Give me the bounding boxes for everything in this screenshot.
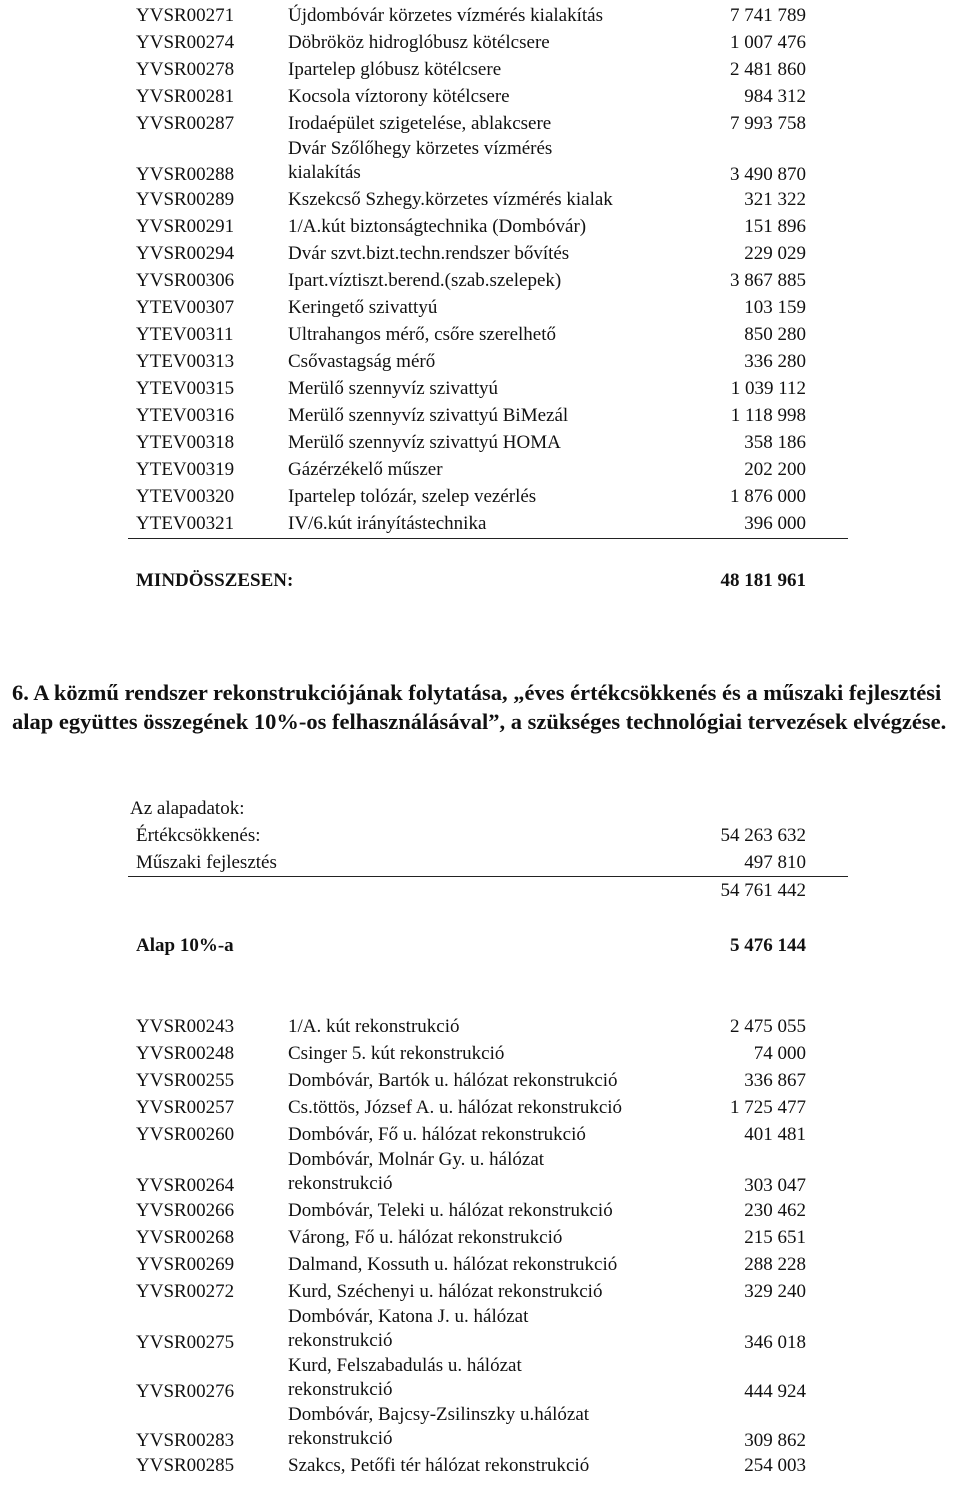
table-row (0, 1067, 960, 1094)
basis-value: 54 263 632 (720, 825, 806, 846)
item-amount: 254 003 (744, 1455, 806, 1476)
table-row (0, 186, 960, 213)
table-row (0, 2, 960, 29)
item-amount: 1 007 476 (730, 32, 806, 53)
item-amount: 3 867 885 (730, 270, 806, 291)
table-row (0, 1013, 960, 1040)
table-row (0, 1094, 960, 1121)
table-row (0, 1354, 960, 1403)
item-amount: 3 490 870 (730, 164, 806, 185)
item-code: YVSR00285 (136, 1455, 235, 1476)
item-amount: 7 741 789 (730, 5, 806, 26)
item-amount: 401 481 (744, 1124, 806, 1145)
table-row (0, 429, 960, 456)
item-code: YVSR00266 (136, 1200, 235, 1221)
table-row (0, 56, 960, 83)
item-description: Merülő szennyvíz szivattyú HOMA (288, 432, 561, 453)
item-code: YTEV00321 (136, 513, 235, 534)
item-amount: 346 018 (744, 1332, 806, 1353)
item-amount: 1 725 477 (730, 1097, 806, 1118)
item-description: Dombóvár, Bartók u. hálózat rekonstrukció (288, 1070, 618, 1091)
item-code: YVSR00272 (136, 1281, 235, 1302)
item-amount: 288 228 (744, 1254, 806, 1275)
item-code: YVSR00260 (136, 1124, 235, 1145)
item-description: Dvár szvt.bizt.techn.rendszer bővítés (288, 243, 570, 264)
item-amount: 850 280 (744, 324, 806, 345)
item-code: YVSR00248 (136, 1043, 235, 1064)
item-description: Dombóvár, Katona J. u. hálózat rekonstrukció (288, 1306, 529, 1351)
item-code: YTEV00319 (136, 459, 235, 480)
investment-table-2 (0, 1013, 960, 1479)
table-row (0, 213, 960, 240)
item-code: YVSR00257 (136, 1097, 235, 1118)
item-amount: 336 280 (744, 351, 806, 372)
item-amount: 336 867 (744, 1070, 806, 1091)
table-row (0, 321, 960, 348)
item-description: IV/6.kút irányítástechnika (288, 513, 487, 534)
grand-total-label: MINDÖSSZESEN: (136, 570, 294, 591)
item-code: YTEV00307 (136, 297, 235, 318)
item-description: Ipartelep tolózár, szelep vezérlés (288, 486, 537, 507)
item-amount: 358 186 (744, 432, 806, 453)
table-row (0, 83, 960, 110)
table-row (0, 1305, 960, 1354)
item-description: 1/A. kút rekonstrukció (288, 1016, 460, 1037)
item-description: Várong, Fő u. hálózat rekonstrukció (288, 1227, 563, 1248)
table-row (0, 240, 960, 267)
table-row (0, 110, 960, 137)
item-code: YVSR00243 (136, 1016, 235, 1037)
basis-title: Az alapadatok: (130, 798, 245, 819)
item-amount: 229 029 (744, 243, 806, 264)
item-description: Dalmand, Kossuth u. hálózat rekonstrukció (288, 1254, 618, 1275)
item-amount: 1 118 998 (730, 405, 806, 426)
item-code: YTEV00316 (136, 405, 235, 426)
item-description: Ultrahangos mérő, csőre szerelhető (288, 324, 557, 345)
item-description: Ipart.víztiszt.berend.(szab.szelepek) (288, 270, 562, 291)
fund-10-percent-label: Alap 10%-a (136, 935, 234, 956)
item-amount: 215 651 (744, 1227, 806, 1248)
item-amount: 1 039 112 (730, 378, 806, 399)
item-description: Gázérzékelő műszer (288, 459, 443, 480)
item-amount: 202 200 (744, 459, 806, 480)
item-description: Keringető szivattyú (288, 297, 438, 318)
item-description: Kszekcső Szhegy.körzetes vízmérés kialak (288, 189, 613, 210)
item-code: YVSR00283 (136, 1430, 235, 1451)
item-description: 1/A.kút biztonságtechnika (Dombóvár) (288, 216, 587, 237)
item-amount: 151 896 (744, 216, 806, 237)
table-row (0, 1452, 960, 1479)
item-amount: 329 240 (744, 1281, 806, 1302)
item-description: Dombóvár, Bajcsy-Zsilinszky u.hálózat rekonstrukció (288, 1404, 590, 1449)
table-row (0, 348, 960, 375)
item-description: Csinger 5. kút rekonstrukció (288, 1043, 505, 1064)
basis-sum: 54 761 442 (720, 880, 806, 901)
item-description: Kocsola víztorony kötélcsere (288, 86, 510, 107)
basis-value: 497 810 (744, 852, 806, 873)
item-description: Dombóvár, Fő u. hálózat rekonstrukció (288, 1124, 586, 1145)
item-description: Ipartelep glóbusz kötélcsere (288, 59, 502, 80)
item-amount: 1 876 000 (730, 486, 806, 507)
table-row (0, 456, 960, 483)
table-row (0, 402, 960, 429)
item-code: YTEV00313 (136, 351, 235, 372)
basis-rule (128, 876, 848, 877)
item-amount: 2 475 055 (730, 1016, 806, 1037)
item-code: YTEV00315 (136, 378, 235, 399)
item-amount: 7 993 758 (730, 113, 806, 134)
table-row (0, 510, 960, 537)
item-code: YVSR00306 (136, 270, 235, 291)
item-amount: 309 862 (744, 1430, 806, 1451)
basis-label: Műszaki fejlesztés (136, 852, 277, 873)
item-code: YTEV00320 (136, 486, 235, 507)
table-row (0, 1148, 960, 1197)
item-description: Szakcs, Petőfi tér hálózat rekonstrukció (288, 1455, 590, 1476)
table-row (0, 1197, 960, 1224)
item-amount: 303 047 (744, 1175, 806, 1196)
item-code: YVSR00288 (136, 164, 235, 185)
item-description: Dombóvár, Teleki u. hálózat rekonstrukció (288, 1200, 613, 1221)
item-amount: 103 159 (744, 297, 806, 318)
item-description: Merülő szennyvíz szivattyú (288, 378, 499, 399)
item-code: YVSR00289 (136, 189, 235, 210)
item-code: YVSR00291 (136, 216, 235, 237)
investment-table-1 (0, 2, 960, 537)
item-code: YVSR00278 (136, 59, 235, 80)
item-description: Kurd, Széchenyi u. hálózat rekonstrukció (288, 1281, 603, 1302)
item-code: YVSR00274 (136, 32, 235, 53)
table-row (0, 483, 960, 510)
table-row (0, 294, 960, 321)
item-amount: 321 322 (744, 189, 806, 210)
item-amount: 2 481 860 (730, 59, 806, 80)
item-description: Cs.töttös, József A. u. hálózat rekonstrukció (288, 1097, 623, 1118)
item-amount: 984 312 (744, 86, 806, 107)
table-row (0, 1278, 960, 1305)
table-row (0, 1251, 960, 1278)
table-row (0, 1403, 960, 1452)
item-code: YVSR00269 (136, 1254, 235, 1275)
item-description: Csővastagság mérő (288, 351, 436, 372)
item-code: YVSR00255 (136, 1070, 235, 1091)
item-code: YTEV00318 (136, 432, 235, 453)
item-description: Dvár Szőlőhegy körzetes vízmérés kialakítás (288, 138, 553, 183)
item-code: YVSR00294 (136, 243, 235, 264)
item-description: Irodaépület szigetelése, ablakcsere (288, 113, 552, 134)
item-description: Újdombóvár körzetes vízmérés kialakítás (288, 5, 603, 26)
item-code: YVSR00281 (136, 86, 235, 107)
item-amount: 396 000 (744, 513, 806, 534)
item-code: YVSR00264 (136, 1175, 235, 1196)
basis-label: Értékcsökkenés: (136, 825, 261, 846)
grand-total-value: 48 181 961 (720, 570, 806, 591)
fund-10-percent-value: 5 476 144 (730, 935, 806, 956)
item-code: YVSR00275 (136, 1332, 235, 1353)
table-row (0, 1224, 960, 1251)
item-amount: 444 924 (744, 1381, 806, 1402)
item-code: YTEV00311 (136, 324, 234, 345)
item-code: YVSR00268 (136, 1227, 235, 1248)
item-description: Merülő szennyvíz szivattyú BiMezál (288, 405, 569, 426)
table-row (0, 375, 960, 402)
item-description: Dombóvár, Molnár Gy. u. hálózat rekonstrukció (288, 1149, 545, 1194)
item-amount: 74 000 (753, 1043, 806, 1064)
table-row (0, 137, 960, 186)
item-description: Döbrököz hidroglóbusz kötélcsere (288, 32, 550, 53)
table-row (0, 29, 960, 56)
item-amount: 230 462 (744, 1200, 806, 1221)
item-description: Kurd, Felszabadulás u. hálózat rekonstrukció (288, 1355, 522, 1400)
table-row (0, 267, 960, 294)
table-row (0, 1121, 960, 1148)
item-code: YVSR00271 (136, 5, 235, 26)
table-rule (128, 538, 848, 539)
item-code: YVSR00287 (136, 113, 235, 134)
item-code: YVSR00276 (136, 1381, 235, 1402)
table-row (0, 1040, 960, 1067)
section-heading: 6. A közmű rendszer rekonstrukciójának folytatása, „éves értékcsökkenés és a műszaki fejlesztési alap együttes összegének 10%-os felhasználásával”, a szükséges technológiai tervezések elvégzése. (12, 680, 947, 734)
